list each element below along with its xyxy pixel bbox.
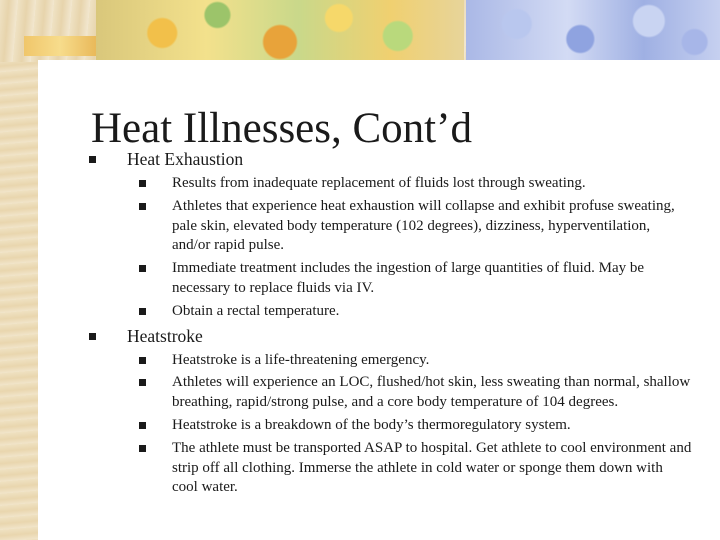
square-bullet-icon: [139, 422, 146, 429]
list-item-text: The athlete must be transported ASAP to hospital. Get athlete to cool environment and strip off all clothing. Immerse the athlete in cold water or sponge them down with cool water.: [172, 439, 692, 496]
list-item-text: Immediate treatment includes the ingestion of large quantities of fluid. May be necessary to replace fluids via IV.: [172, 260, 645, 296]
square-bullet-icon: [139, 357, 146, 364]
autumn-leaf-banner: [96, 0, 464, 60]
section-heatstroke: [82, 325, 692, 499]
section-heading: Heat Exhaustion: [127, 149, 244, 169]
square-bullet-icon: [139, 203, 146, 210]
sub-bullet-list: [127, 351, 692, 499]
list-item: [127, 439, 692, 498]
square-bullet-icon: [139, 180, 146, 187]
list-item: [127, 197, 692, 256]
list-item-text: Athletes will experience an LOC, flushed/hot skin, less sweating than normal, shallow breathing, rapid/strong pulse, and a core body temperature of 104 degrees.: [172, 374, 691, 411]
square-bullet-icon: [139, 379, 146, 386]
leaf-banner-strip: [24, 36, 96, 56]
list-item: [127, 373, 692, 413]
square-bullet-icon: [89, 333, 96, 340]
list-item-text: Heatstroke is a life-threatening emergency.: [172, 351, 430, 368]
list-item-text: Athletes that experience heat exhaustion will collapse and exhibit profuse sweating, pale skin, elevated body temperature (102 degrees), dizziness, hyperventilation, and/or rapid pulse.: [172, 197, 675, 254]
parchment-border-left: [0, 0, 40, 540]
sub-bullet-list: [127, 174, 692, 322]
slide-body: [82, 148, 692, 501]
square-bullet-icon: [139, 308, 146, 315]
square-bullet-icon: [139, 265, 146, 272]
list-item: [127, 351, 692, 371]
list-item: [127, 174, 692, 194]
section-heat-exhaustion: [82, 148, 692, 322]
list-item-text: Heatstroke is a breakdown of the body’s thermoregulatory system.: [172, 416, 571, 433]
blue-leaf-banner: [466, 0, 720, 60]
square-bullet-icon: [139, 445, 146, 452]
list-item: [127, 416, 692, 436]
slide-title: Heat Illnesses, Cont’d: [91, 105, 472, 152]
list-item: [127, 302, 692, 322]
list-item-text: Results from inadequate replacement of fluids lost through sweating.: [172, 175, 586, 191]
section-heading: Heatstroke: [127, 325, 203, 346]
list-item: [127, 259, 692, 299]
square-bullet-icon: [89, 156, 96, 163]
list-item-text: Obtain a rectal temperature.: [172, 302, 340, 319]
section-list: [82, 148, 692, 498]
